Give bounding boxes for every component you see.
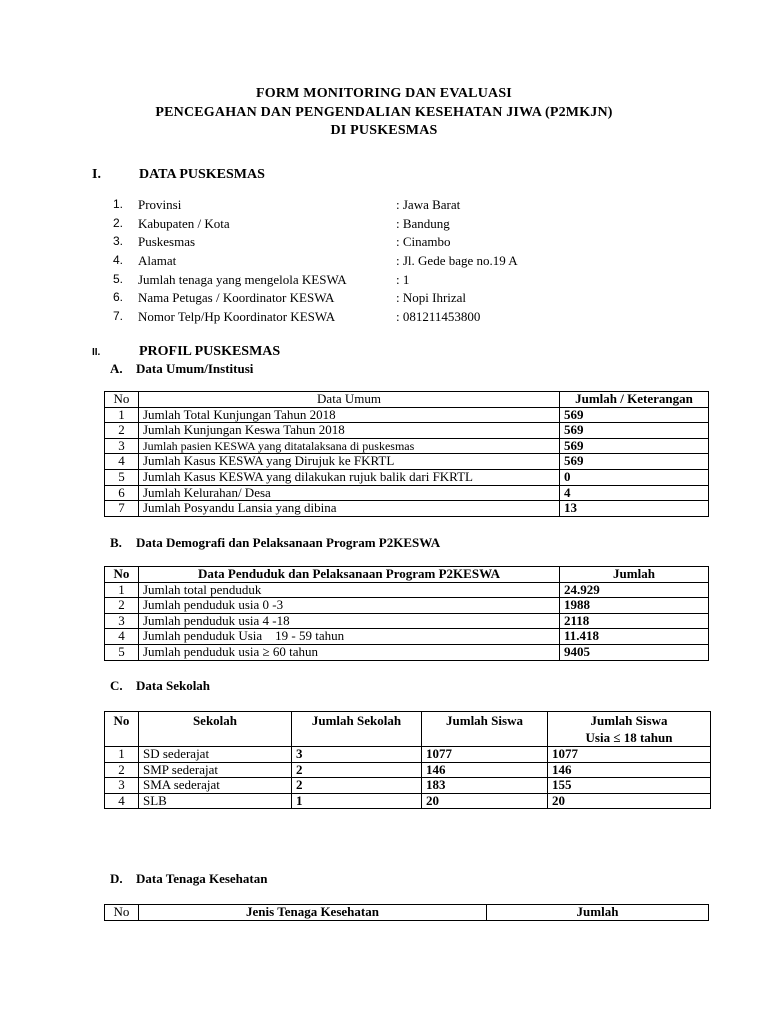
table-header-row: No Data Umum Jumlah / Keterangan (105, 392, 709, 408)
table-row: 3 Jumlah penduduk usia 4 -18 2118 (105, 613, 709, 629)
data-demografi-table (104, 566, 709, 661)
table-row: 4 Jumlah Kasus KESWA yang Dirujuk ke FKRTL 569 (105, 454, 709, 470)
data-sekolah-table (104, 711, 711, 809)
table-row: 3 SMA sederajat 2 183 155 (105, 778, 711, 794)
table-row: 5 Jumlah penduduk usia ≥ 60 tahun 9405 (105, 644, 709, 660)
table-row: 4 Jumlah penduduk Usia 19 - 59 tahun 11.418 (105, 629, 709, 645)
subsection-c-heading: C. Data Sekolah (110, 678, 211, 693)
section-1-title: DATA PUSKESMAS (139, 167, 265, 182)
table-row: 4 SLB 1 20 20 (105, 793, 711, 809)
table-row: 5 Jumlah Kasus KESWA yang dilakukan rujuk balik dari FKRTL 0 (105, 469, 709, 485)
table-row: 1 Jumlah total penduduk 24.929 (105, 582, 709, 598)
form-title-line-3: DI PUSKESMAS (330, 123, 438, 138)
subsection-b-heading: B. Data Demografi dan Pelaksanaan Program P2KESWA (110, 535, 441, 550)
table-row: 2 Jumlah Kunjungan Keswa Tahun 2018 569 (105, 423, 709, 439)
section-2-title: PROFIL PUSKESMAS (139, 344, 281, 359)
table-header-row: No Data Penduduk dan Pelaksanaan Program P2KESWA Jumlah (105, 567, 709, 583)
table-row: 6 Jumlah Kelurahan/ Desa 4 (105, 485, 709, 501)
table-header-row: No Sekolah Jumlah Sekolah Jumlah Siswa Jumlah Siswa Usia ≤ 18 tahun (105, 712, 711, 747)
data-tenaga-kesehatan-table (104, 904, 709, 921)
section-1-number: I. (92, 167, 101, 182)
section-2-number: II. (92, 347, 101, 358)
subsection-d-heading: D. Data Tenaga Kesehatan (110, 871, 268, 886)
table-row: 2 Jumlah penduduk usia 0 -3 1988 (105, 598, 709, 614)
table-header-row: No Jenis Tenaga Kesehatan Jumlah (105, 905, 709, 921)
table-row: 7 Jumlah Posyandu Lansia yang dibina 13 (105, 501, 709, 517)
form-title-line-2: PENCEGAHAN DAN PENGENDALIAN KESEHATAN JIWA (P2MKJN) (155, 105, 613, 120)
table-row: 2 SMP sederajat 2 146 146 (105, 762, 711, 778)
table-row: 1 SD sederajat 3 1077 1077 (105, 747, 711, 763)
form-title-line-1: FORM MONITORING DAN EVALUASI (256, 86, 512, 101)
table-row: 3 Jumlah pasien KESWA yang ditatalaksana di puskesmas 569 (105, 438, 709, 454)
subsection-a-heading: A. Data Umum/Institusi (110, 361, 254, 376)
data-umum-table (104, 391, 709, 517)
table-row: 1 Jumlah Total Kunjungan Tahun 2018 569 (105, 407, 709, 423)
